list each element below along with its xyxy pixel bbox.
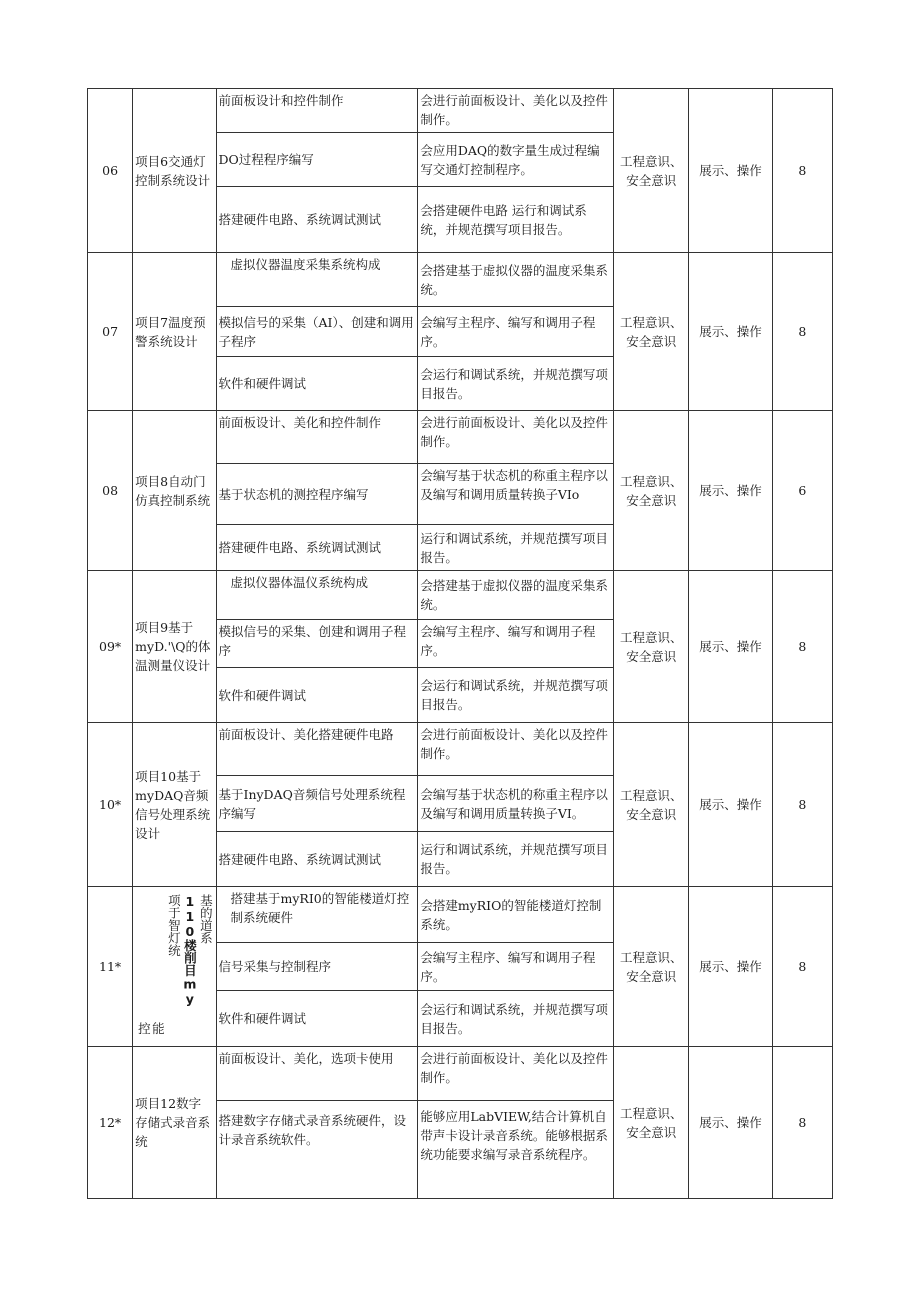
goal-cell: 会编写基于状态机的称重主程序以及编写和调用质量转换子VIo (418, 464, 614, 525)
goal-cell: 运行和调试系统，并规范撰写项目报告。 (418, 525, 614, 571)
goal-cell: 会搭建硬件电路 运行和调试系统，并规范撰写项目报告。 (418, 187, 614, 253)
hours-cell: 8 (772, 1047, 832, 1199)
hours-cell: 6 (772, 411, 832, 571)
task-cell: 前面板设计和控件制作 (216, 89, 418, 133)
goal-cell: 运行和调试系统，并规范撰写项目报告。 (418, 832, 614, 887)
goal-cell: 会应用DAQ的数字量生成过程编写交通灯控制程序。 (418, 133, 614, 187)
hours-cell: 8 (772, 89, 832, 253)
quality-cell: 工程意识、安全意识 (614, 1047, 689, 1199)
task-cell: 前面板设计、美化和控件制作 (216, 411, 418, 464)
goal-cell: 会运行和调试系统，并规范撰写项目报告。 (418, 991, 614, 1047)
project-name-column: 基的道系 (198, 893, 214, 944)
quality-cell: 工程意识、安全意识 (614, 571, 689, 723)
task-cell: DO过程程序编写 (216, 133, 418, 187)
task-cell: 信号采集与控制程序 (216, 943, 418, 991)
hours-cell: 8 (772, 571, 832, 723)
goal-cell: 会运行和调试系统，并规范撰写项目报告。 (418, 357, 614, 411)
project-name: 项目10基于myDAQ音频信号处理系统设计 (133, 723, 216, 887)
row-number: 09* (88, 571, 133, 723)
table-row (88, 723, 833, 776)
table-row (88, 89, 833, 133)
project-name: 项目6交通灯控制系统设计 (133, 89, 216, 253)
task-cell: 前面板设计、美化，选项卡使用 (216, 1047, 418, 1101)
goal-cell: 会进行前面板设计、美化以及控件制作。 (418, 89, 614, 133)
quality-cell: 工程意识、安全意识 (614, 89, 689, 253)
evaluation-cell: 展示、操作 (689, 1047, 772, 1199)
quality-cell: 工程意识、安全意识 (614, 723, 689, 887)
goal-cell: 会搭建基于虚拟仪器的温度采集系统。 (418, 571, 614, 620)
task-cell: 模拟信号的采集、创建和调用子程序 (216, 620, 418, 668)
quality-cell: 工程意识、安全意识 (614, 253, 689, 411)
evaluation-cell: 展示、操作 (689, 89, 772, 253)
task-cell: 虚拟仪器温度采集系统构成 (216, 253, 418, 307)
row-number: 08 (88, 411, 133, 571)
task-cell: 搭建数字存储式录音系统硬件，设计录音系统软件。 (216, 1101, 418, 1199)
goal-cell: 会进行前面板设计、美化以及控件制作。 (418, 1047, 614, 1101)
hours-cell: 8 (772, 253, 832, 411)
project-name-column: 项于智灯统 (166, 893, 182, 956)
goal-cell: 能够应用LabVIEW,结合计算机自带声卡设计录音系统。能够根据系统功能要求编写录音系统程序。 (418, 1101, 614, 1199)
project-name: 项目7温度预警系统设计 (133, 253, 216, 411)
task-cell: 软件和硬件调试 (216, 991, 418, 1047)
quality-cell: 工程意识、安全意识 (614, 411, 689, 571)
goal-cell: 会编写基于状态机的称重主程序以及编写和调用质量转换子VI。 (418, 776, 614, 832)
project-name-column: 110楼削目my (182, 893, 198, 1006)
goal-cell: 会编写主程序、编写和调用子程序。 (418, 620, 614, 668)
evaluation-cell: 展示、操作 (689, 571, 772, 723)
task-cell: 搭建硬件电路、系统调试测试 (216, 525, 418, 571)
table-row (88, 1047, 833, 1101)
curriculum-table (87, 88, 833, 1199)
evaluation-cell: 展示、操作 (689, 253, 772, 411)
row-number: 06 (88, 89, 133, 253)
goal-cell: 会进行前面板设计、美化以及控件制作。 (418, 723, 614, 776)
hours-cell: 8 (772, 723, 832, 887)
goal-cell: 会搭建myRIO的智能楼道灯控制系统。 (418, 887, 614, 943)
project-name: 项目9基于myD.'\Q的体温测量仪设计 (133, 571, 216, 723)
row-number: 10* (88, 723, 133, 887)
hours-cell: 8 (772, 887, 832, 1047)
row-number: 11* (88, 887, 133, 1047)
quality-cell: 工程意识、安全意识 (614, 887, 689, 1047)
row-number: 07 (88, 253, 133, 411)
task-cell: 搭建基于myRI0的智能楼道灯控制系统硬件 (216, 887, 418, 943)
table-row (88, 887, 833, 943)
project-name: 项目12数字存储式录音系统 (133, 1047, 216, 1199)
table-row (88, 411, 833, 464)
task-cell: 基于InyDAQ音频信号处理系统程序编写 (216, 776, 418, 832)
task-cell: 搭建硬件电路、系统调试测试 (216, 187, 418, 253)
evaluation-cell: 展示、操作 (689, 723, 772, 887)
task-cell: 前面板设计、美化搭建硬件电路 (216, 723, 418, 776)
task-cell: 基于状态机的测控程序编写 (216, 464, 418, 525)
project-name: 项目8自动门仿真控制系统 (133, 411, 216, 571)
table-row (88, 253, 833, 307)
project-name-column: 能控 (136, 1021, 166, 1034)
project-name-vertical (133, 887, 216, 1047)
task-cell: 软件和硬件调试 (216, 357, 418, 411)
goal-cell: 会运行和调试系统，并规范撰写项目报告。 (418, 668, 614, 723)
evaluation-cell: 展示、操作 (689, 887, 772, 1047)
row-number: 12* (88, 1047, 133, 1199)
goal-cell: 会搭建基于虚拟仪器的温度采集系统。 (418, 253, 614, 307)
goal-cell: 会编写主程序、编写和调用子程序。 (418, 943, 614, 991)
task-cell: 搭建硬件电路、系统调试测试 (216, 832, 418, 887)
task-cell: 模拟信号的采集（AI）、创建和调用子程序 (216, 307, 418, 357)
table-row (88, 571, 833, 620)
evaluation-cell: 展示、操作 (689, 411, 772, 571)
task-cell: 虚拟仪器体温仪系统构成 (216, 571, 418, 620)
goal-cell: 会编写主程序、编写和调用子程序。 (418, 307, 614, 357)
goal-cell: 会进行前面板设计、美化以及控件制作。 (418, 411, 614, 464)
task-cell: 软件和硬件调试 (216, 668, 418, 723)
